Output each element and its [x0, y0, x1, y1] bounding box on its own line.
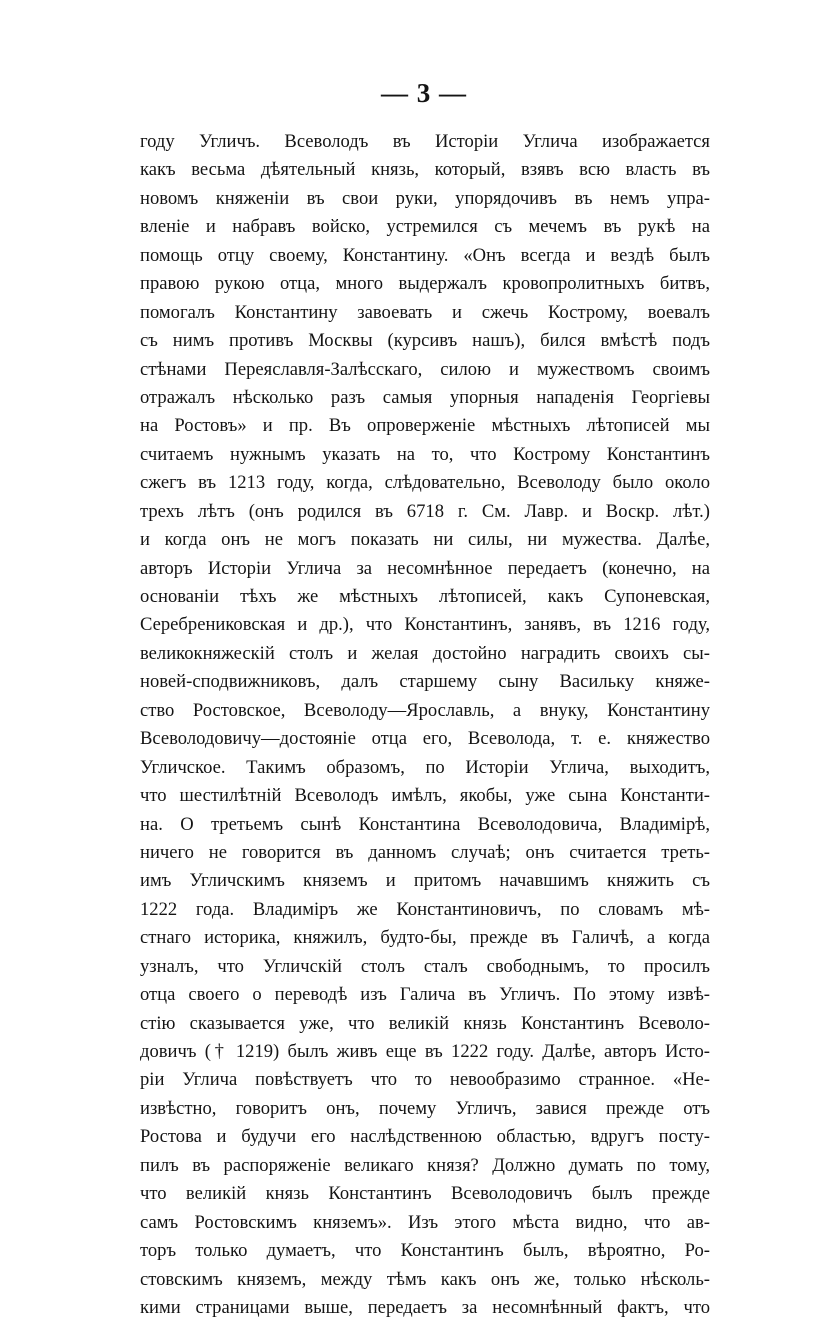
text-line: торъ только думаетъ, что Константинъ былъ, вѣроятно, Ро- [140, 1240, 710, 1262]
text-line: сжегъ въ 1213 году, когда, слѣдовательно, Всеволоду было около [140, 472, 710, 494]
text-line: вленіе и набравъ войско, устремился съ мечемъ въ рукѣ на [140, 216, 710, 238]
text-line: Угличское. Такимъ образомъ, по Исторіи Углича, выходитъ, [140, 756, 710, 778]
text-line: на Ростовъ» и пр. Въ опроверженіе мѣстныхъ лѣтописей мы [140, 415, 710, 437]
text-line: стѣнами Переяславля-Залѣсскаго, силою и мужествомъ своимъ [140, 358, 710, 380]
text-line: ничего не говорится въ данномъ случаѣ; онъ считается треть- [140, 841, 710, 863]
text-line: Ростова и будучи его наслѣдственною областью, вдругъ посту- [140, 1126, 710, 1148]
text-line: основаніи тѣхъ же мѣстныхъ лѣтописей, какъ Супоневская, [140, 586, 710, 607]
text-line: Всеволодовичу—достояніе отца его, Всеволода, т. е. княжество [140, 728, 710, 750]
text-line: трехъ лѣтъ (онъ родился въ 6718 г. См. Лавр. и Воскр. лѣт.) [140, 500, 710, 522]
page-number: — 3 — [381, 78, 467, 108]
text-line: Серебрениковская и др.), что Константинъ, занявъ, въ 1216 году, [140, 614, 710, 636]
text-line: на. О третьемъ сынѣ Константина Всеволодовича, Владимірѣ, [140, 813, 710, 835]
text-line: году Угличъ. Всеволодъ въ Исторіи Углича изображается [140, 131, 710, 152]
text-line: великокняжескій столъ и желая достойно наградить своихъ сы- [140, 642, 710, 664]
body-text [140, 128, 710, 1322]
text-line: ріи Углича повѣствуетъ что то невообразимо странное. «Не- [140, 1069, 710, 1091]
text-line: что шестилѣтній Всеволодъ имѣлъ, якобы, уже сына Константи- [140, 785, 710, 807]
text-line: отражалъ нѣсколько разъ самыя упорныя нападенія Георгіевы [140, 386, 710, 408]
text-line: новей-сподвижниковъ, далъ старшему сыну Васильку княже- [140, 671, 710, 693]
text-line: пилъ въ распоряженіе великаго князя? Должно думать по тому, [140, 1154, 710, 1176]
text-line: съ нимъ противъ Москвы (курсивъ нашъ), бился вмѣстѣ подъ [140, 330, 710, 352]
text-line: помогалъ Константину завоевать и сжечь Кострому, воевалъ [140, 301, 710, 323]
text-line: помощь отцу своему, Константину. «Онъ всегда и вездѣ былъ [140, 244, 710, 266]
text-line: и когда онъ не могъ показать ни силы, ни мужества. Далѣе, [140, 529, 710, 551]
text-line: ство Ростовское, Всеволоду—Ярославль, а внуку, Константину [140, 699, 710, 721]
text-line: авторъ Исторіи Углича за несомнѣнное передаетъ (конечно, на [140, 557, 710, 579]
text-line: самъ Ростовскимъ княземъ». Изъ этого мѣста видно, что ав- [140, 1211, 710, 1233]
text-line: отца своего о переводѣ изъ Галича въ Угличъ. По этому извѣ- [140, 984, 710, 1006]
text-line: считаемъ нужнымъ указать на то, что Кострому Константинъ [140, 443, 710, 465]
text-line: кими страницами выше, передаетъ за несомнѣнный фактъ, что [140, 1296, 710, 1318]
text-line: что великій князь Константинъ Всеволодовичъ былъ прежде [140, 1183, 710, 1205]
text-line: имъ Угличскимъ княземъ и притомъ начавшимъ княжить съ [140, 870, 710, 892]
text-line: правою рукою отца, много выдержалъ кровопролитныхъ битвъ, [140, 273, 710, 295]
text-line: стію сказывается уже, что великій князь Константинъ Всеволо- [140, 1012, 710, 1034]
text-line: довичъ († 1219) былъ живъ еще въ 1222 году. Далѣе, авторъ Исто- [140, 1041, 710, 1062]
text-line: новомъ княженіи въ свои руки, упорядочивъ въ немъ упра- [140, 187, 710, 209]
text-line: стнаго историка, княжилъ, будто-бы, прежде въ Галичѣ, а когда [140, 927, 710, 949]
text-line: 1222 года. Владиміръ же Константиновичъ, по словамъ мѣ- [140, 898, 710, 920]
text-line: извѣстно, говоритъ онъ, почему Угличъ, завися прежде отъ [140, 1097, 710, 1119]
text-line: какъ весьма дѣятельный князь, который, взявъ всю власть въ [140, 159, 710, 181]
text-line: стовскимъ княземъ, между тѣмъ какъ онъ же, только нѣсколь- [140, 1268, 710, 1290]
text-line: узналъ, что Угличскій столъ сталъ свободнымъ, то просилъ [140, 955, 710, 977]
